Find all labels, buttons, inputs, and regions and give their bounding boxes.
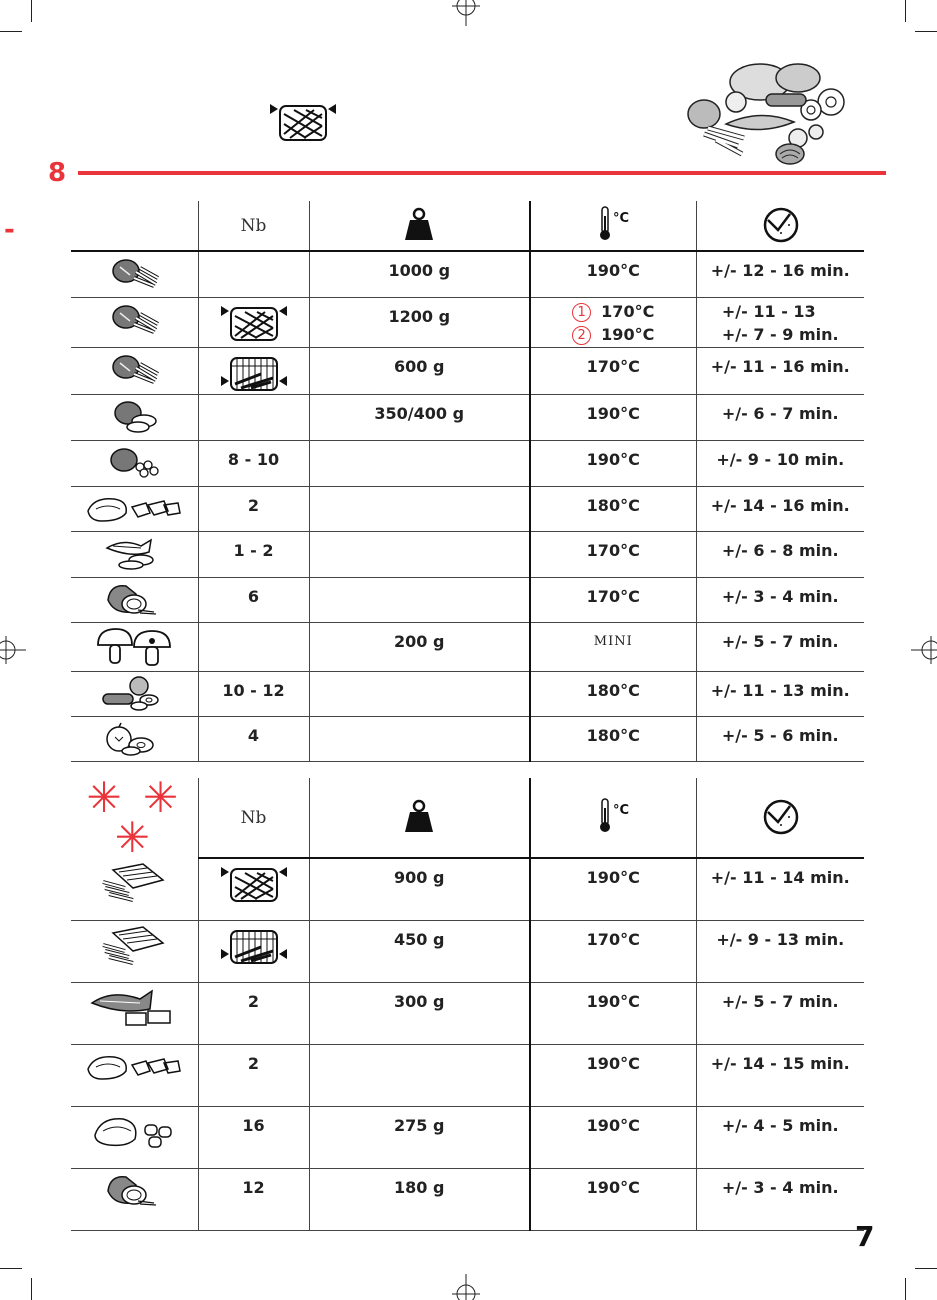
weight-value: 275 g [394, 1115, 445, 1135]
table-row [71, 1168, 864, 1230]
quantity-value [199, 395, 309, 404]
weight-value [310, 717, 530, 726]
table-row [71, 347, 864, 394]
basket-half-icon [221, 354, 287, 394]
table-row [71, 251, 864, 297]
crop-mark [915, 1268, 937, 1269]
temperature-value: 180°C [586, 725, 640, 745]
crop-mark [905, 0, 906, 22]
cooking-table-fresh [71, 201, 864, 762]
temperature-value: 190°C [586, 1177, 640, 1197]
table-row [71, 858, 864, 920]
page-number: 7 [855, 1220, 875, 1253]
temperature-value: MINI [593, 633, 633, 649]
temperature-value: 190°C [586, 1053, 640, 1073]
weight-value: 1200 g [388, 306, 451, 326]
frozen-stars-icon: ✳ ✳ ✳ [86, 778, 183, 858]
quantity-value: 1 - 2 [233, 540, 274, 560]
timer-icon [760, 796, 800, 836]
basket-full-icon [270, 102, 336, 144]
thermometer-icon [596, 798, 630, 834]
nb-header: Nb [240, 807, 267, 828]
quantity-value [199, 623, 309, 632]
section-divider [78, 171, 886, 175]
registration-mark [0, 632, 26, 668]
temperature-value: 190°C [586, 868, 640, 887]
potato-balls-icon [71, 445, 198, 483]
thermometer-icon [596, 206, 630, 242]
fish-icon [71, 536, 198, 574]
crop-mark [0, 1268, 22, 1269]
two-step-temperature [572, 298, 654, 346]
crop-mark [0, 31, 22, 32]
weight-value [310, 441, 530, 450]
registration-mark [911, 632, 937, 668]
table-row [71, 982, 864, 1044]
crop-mark [915, 31, 937, 32]
temp-unit: °C [613, 210, 630, 226]
frozen-fries-icon [71, 925, 198, 969]
table-row [71, 622, 864, 671]
sausage-icon [71, 676, 198, 716]
table-row [71, 486, 864, 531]
time-value: +/- 5 - 7 min. [721, 991, 839, 1011]
temperature-step-2: 190°C [601, 324, 655, 344]
two-step-time [722, 298, 839, 346]
fries-icon [71, 352, 198, 390]
quantity-value: 16 [242, 1115, 265, 1135]
table-row [71, 394, 864, 440]
quantity-value: 4 [247, 725, 260, 745]
step-2-badge: 2 [572, 326, 591, 345]
time-value: +/- 11 - 13 min. [710, 680, 850, 700]
table-row [71, 1044, 864, 1106]
time-value: +/- 6 - 7 min. [721, 403, 839, 423]
weight-value: 600 g [394, 356, 445, 376]
side-mark: - [4, 215, 15, 245]
time-value: +/- 12 - 16 min. [710, 261, 850, 280]
weight-value: 200 g [394, 631, 445, 651]
time-value: +/- 11 - 14 min. [710, 868, 850, 887]
fries-icon [71, 256, 198, 294]
table-row [71, 671, 864, 716]
time-value: +/- 9 - 10 min. [716, 449, 845, 469]
temperature-value: 170°C [586, 929, 640, 949]
weight-value [310, 532, 530, 541]
temp-unit: °C [613, 802, 630, 818]
temperature-step-1: 170°C [601, 301, 655, 321]
potato-slices-icon [71, 399, 198, 437]
quantity-value: 2 [247, 495, 260, 515]
crop-mark [905, 1278, 906, 1300]
weight-value [310, 487, 530, 496]
basket-full-icon [221, 304, 287, 344]
quantity-value [199, 252, 309, 261]
time-value: +/- 5 - 6 min. [721, 725, 839, 745]
temperature-value: 190°C [586, 261, 640, 280]
time-value: +/- 11 - 16 min. [710, 356, 850, 376]
temperature-value: 190°C [586, 449, 640, 469]
table-row [71, 577, 864, 622]
weight-value: 450 g [394, 929, 445, 949]
basket-full-icon [221, 865, 287, 905]
weight-icon [404, 799, 434, 833]
food-illustration [686, 58, 850, 166]
temperature-value: 170°C [586, 540, 640, 560]
quantity-value: 12 [242, 1177, 265, 1197]
table-row [71, 440, 864, 486]
timer-icon [760, 204, 800, 244]
nb-header: Nb [240, 215, 267, 236]
weight-value: 350/400 g [374, 403, 465, 423]
crop-mark [31, 1278, 32, 1300]
weight-value: 180 g [394, 1177, 445, 1197]
temperature-value: 180°C [586, 680, 640, 700]
registration-mark [448, 1274, 484, 1300]
crop-mark [31, 0, 32, 22]
table-row [71, 297, 864, 347]
table-row [71, 1106, 864, 1168]
temperature-value: 190°C [586, 403, 640, 423]
time-value: +/- 3 - 4 min. [721, 586, 839, 606]
chicken-icon [71, 491, 198, 529]
table-row [71, 531, 864, 577]
weight-value [310, 672, 530, 681]
time-step-1: +/- 11 - 13 [721, 301, 816, 321]
quantity-value: 2 [247, 1053, 260, 1073]
apple-fritter-icon [71, 721, 198, 761]
table-row [71, 716, 864, 761]
table-row [71, 920, 864, 982]
temperature-value: 190°C [586, 991, 640, 1011]
quantity-value: 8 - 10 [227, 449, 280, 469]
section-number: 8 [48, 158, 67, 188]
temperature-value: 190°C [586, 1115, 640, 1135]
weight-value: 1000 g [388, 261, 451, 280]
mushroom-icon [71, 627, 198, 671]
weight-value: 900 g [394, 868, 445, 887]
weight-value [310, 578, 530, 587]
step-1-badge: 1 [572, 303, 591, 322]
quantity-value: 6 [247, 586, 260, 606]
cooking-table-frozen [71, 778, 864, 1231]
basket-half-icon [221, 927, 287, 967]
onion-rings-icon [71, 582, 198, 620]
registration-mark [448, 0, 484, 26]
quantity-value: 2 [247, 991, 260, 1011]
onion-rings-icon [71, 1173, 198, 1211]
time-value: +/- 9 - 13 min. [716, 929, 845, 949]
time-value: +/- 3 - 4 min. [721, 1177, 839, 1197]
temperature-value: 170°C [586, 586, 640, 606]
time-value: +/- 14 - 15 min. [710, 1053, 850, 1073]
fries-icon [71, 302, 198, 340]
time-value: +/- 14 - 16 min. [710, 495, 850, 515]
weight-icon [404, 207, 434, 241]
time-value: +/- 5 - 7 min. [721, 631, 839, 651]
weight-value [310, 1045, 530, 1054]
time-value: +/- 6 - 8 min. [721, 540, 839, 560]
quantity-value: 10 - 12 [222, 680, 285, 700]
temperature-value: 180°C [586, 495, 640, 515]
chicken-nuggets-icon [71, 1111, 198, 1155]
temperature-value: 170°C [586, 356, 640, 376]
time-step-2: +/- 7 - 9 min. [721, 324, 839, 344]
chicken-icon [71, 1049, 198, 1087]
time-value: +/- 4 - 5 min. [721, 1115, 839, 1135]
fish-fillet-icon [71, 987, 198, 1031]
frozen-fries-icon [71, 862, 198, 906]
weight-value: 300 g [394, 991, 445, 1011]
